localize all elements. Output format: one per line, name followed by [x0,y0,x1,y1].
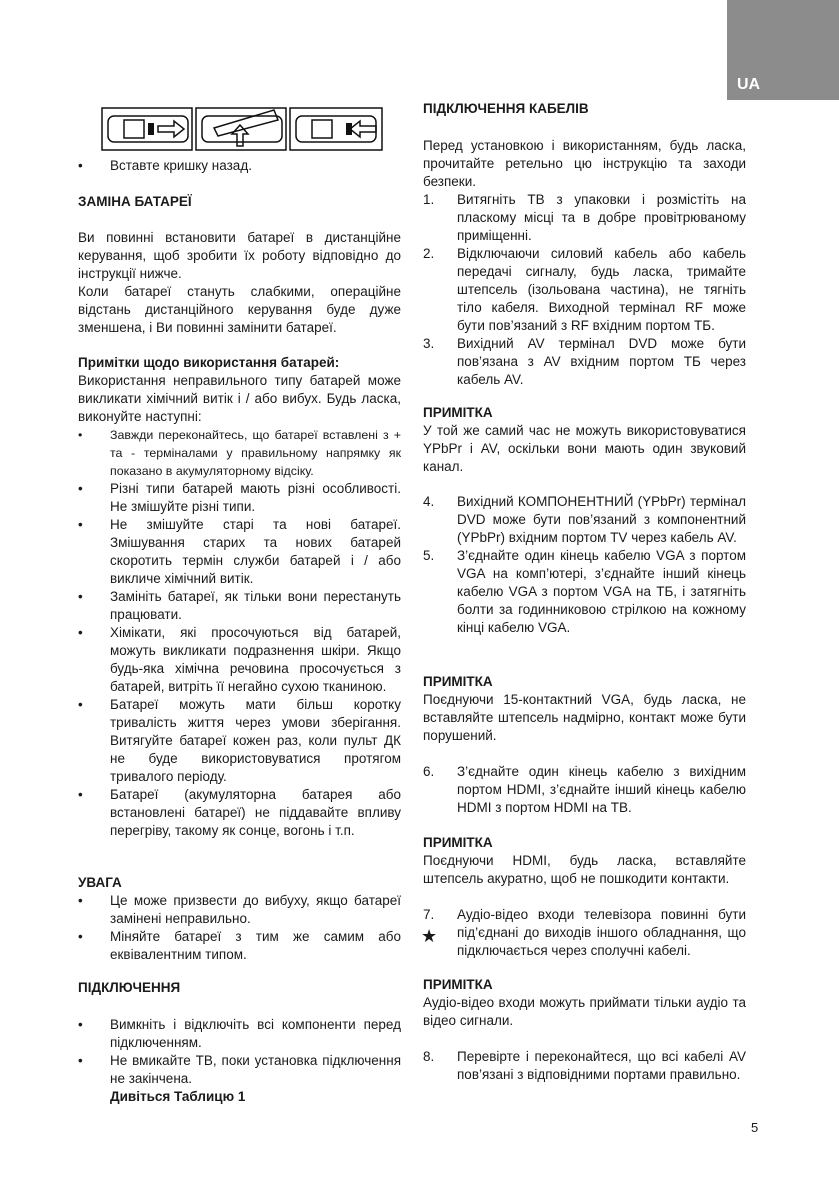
list-item: 6. З’єднайте один кінець кабелю з вихідним портом HDMI, з’єднайте інший кінець кабелю HDMI з портом HDMI на ТВ. [423,764,746,815]
warning-list [78,892,401,964]
list-item: • Не вмикайте ТВ, поки установка підключення не закінчена. [78,1053,401,1086]
language-label: UA [737,76,761,93]
replace-paragraph-2: Коли батареї стануть слабкими, операційне відстань дистанційного керування буде дуже зменшена, і Ви повинні замінити батареї. [78,284,401,335]
steps-4-5 [423,493,746,637]
note-text-2: Поєднуючи 15-контактний VGA, будь ласка, не вставляйте штепсель надмірно, контакт може бути порушений. [423,692,746,743]
note-text-1: У той же самий час не можуть використовуватися YPbPr і AV, оскільки вони мають один звуковий канал. [423,423,746,474]
list-item: • Міняйте батареї з тим же самим або еквівалентним типом. [78,929,401,962]
note-heading-1: ПРИМІТКА [423,405,493,420]
battery-notes-intro: Використання неправильного типу батарей може викликати хімічний витік і / або вибух. Будь ласка, виконуйте наступні: [78,373,401,424]
note-heading-4: ПРИМІТКА [423,977,493,992]
warning-heading: УВАГА [78,875,122,890]
list-item: • Батареї можуть мати більш коротку тривалість життя через умови зберігання. Витягуйте батареї кожен раз, коли пульт ДК не буде використовуватися протягом тривалого періоду. [78,697,401,784]
note-heading-2: ПРИМІТКА [423,674,493,689]
list-item: • Замініть батареї, як тільки вони перестануть працювати. [78,589,401,622]
note-text-4: Аудіо-відео входи можуть приймати тільки аудіо та відео сигнали. [423,995,746,1028]
list-item: 2. Відключаючи силовий кабель або кабель передачі сигналу, будь ласка, тримайте штепсель (ізольована частина), не тягніть тіло кабеля. Виходной термінал RF може бути пов’язаний з RF вхідним портом ТБ. [423,246,746,333]
cable-connection-heading: ПІДКЛЮЧЕННЯ КАБЕЛІВ [423,101,589,116]
page-number: 5 [751,1120,759,1135]
connection-heading: ПІДКЛЮЧЕННЯ [78,980,181,995]
step-7 [423,906,746,960]
list-item: 1. Витягніть ТВ з упаковки і розмістіть на пласкому місці та в добре провітрюваному приміщенні. [423,192,746,243]
battery-notes-list [78,426,401,840]
see-table-reference: Дивіться Таблицю 1 [110,1089,246,1104]
list-item: • Вимкніть і відключіть всі компоненти перед підключенням. [78,1017,401,1050]
note-heading-3: ПРИМІТКА [423,835,493,850]
replace-paragraph-1: Ви повинні встановити батареї в дистанційне керування, щоб зробити їх роботу відповідно до інструкції нижче. [78,230,401,281]
battery-install-illustration [24,106,384,154]
list-item: • Не змішуйте старі та нові батареї. Змішування старих та нових батарей скоротить термін служби батарей і / або викличе хімічний витік. [78,517,401,586]
step-8 [423,1048,746,1084]
battery-notes-heading: Примітки щодо використання батарей: [78,355,340,370]
step-6 [423,763,746,817]
connection-list [78,1016,401,1106]
star-icon: ★ [421,926,438,946]
cable-intro: Перед установкою і використанням, будь ласка, прочитайте ретельно цю інструкцію та заходи безпеки. [423,138,746,189]
list-item: 3. Вихідний AV термінал DVD може бути пов’язана з AV вхідним портом ТБ через кабель AV. [423,336,746,387]
list-item: • Це може призвести до вибуху, якщо батареї замінені неправильно. [78,893,401,926]
list-item: • Хімікати, які просочуються від батарей, можуть викликати подразнення шкіри. Якщо будь-яка хімічна речовина просочується з батарей, витріть її негайно сухою тканиною. [78,625,401,694]
list-item: 8. Перевірте і переконайтеся, що всі кабелі AV пов’язані з відповідними портами правильно. [423,1049,746,1082]
replace-battery-heading: ЗАМІНА БАТАРЕЇ [78,194,192,209]
list-item: 4. Вихідний КОМПОНЕНТНИЙ (YPbPr) термінал DVD може бути пов’язаний з компонентний (YPbPr) вхідним портом TV через кабель AV. [423,494,746,545]
close-cover-step: • Вставте кришку назад. [78,158,252,173]
list-item: • Батареї (акумуляторна батарея або встановлені батареї) не піддавайте впливу перегріву, такому як сонце, вогонь і т.п. [78,787,401,838]
list-item: 5. З’єднайте один кінець кабелю VGA з портом VGA на комп’ютері, з’єднайте інший кінець кабелю VGA з портом VGA на ТБ, і затягніть болти за годинниковою стрілкою на кожному кінці кабелю VGA. [423,548,746,635]
list-item: • Різні типи батарей мають різні особливості. Не змішуйте різні типи. [78,481,401,514]
note-text-3: Поєднуючи HDMI, будь ласка, вставляйте штепсель акуратно, щоб не пошкодити контакти. [423,853,746,886]
language-tab [727,0,839,100]
list-item: 7. Аудіо-відео входи телевізора повинні бути під’єднані до виходів іншого обладнання, що підключається через сполучні кабелі. [423,907,746,958]
list-item: • Завжди переконайтесь, що батареї вставлені з + та - терміналами у правильному напрямку як показано в акумуляторному відсіку. [78,428,401,478]
steps-1-3 [423,191,746,389]
